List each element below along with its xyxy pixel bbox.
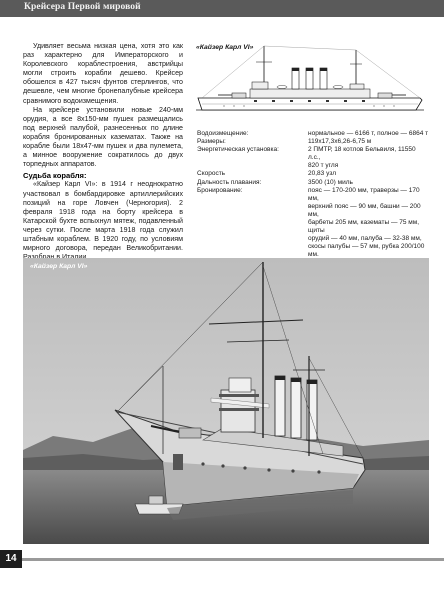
spec-value [308,179,429,187]
spec-value [308,170,429,178]
spec-row [197,187,429,260]
spec-value [308,187,429,260]
page-number: 14 [5,553,17,564]
ship-photograph [23,258,429,544]
spec-value [308,138,429,146]
running-header [0,0,444,17]
running-title: Крейсера Первой мировой [24,2,141,12]
spec-label: Скорость [197,170,226,178]
spec-label: Бронирование: [197,186,243,194]
spec-row [197,170,429,178]
spec-value-line: верхний пояс — 90 мм, башни — 200 мм, [308,202,421,218]
spec-value-line: 20,83 узл [308,170,337,178]
spec-row [197,179,429,187]
spec-value-line: орудий — 40 мм, палуба — 32-38 мм, [308,235,422,243]
drawing-caption: «Кайзер Карл VI» [196,44,254,51]
spec-label: Дальность плавания: [197,178,262,186]
spec-row [197,130,429,138]
fate-heading: Судьба корабля: [23,171,87,181]
spec-label: Водоизмещение: [197,130,249,137]
spec-value-line: 2 ПМТР, 18 котлов Бельвиля, 11550 л.с., [308,146,416,162]
photo-caption: «Кайзер Карл VI» [30,263,88,270]
spec-value-line: нормальное — 6166 т, полное — 6864 т [308,130,429,137]
spec-value [308,130,429,138]
body-paragraph: Удивляет весьма низкая цена, хотя это как раз характерно для Императорского и Королевского кораблестроения, австрийцы могли строить корабли дешево. Крейсер обошелся в 427 тысяч фунтов стерлингов, что дешевле, чем многие бронепалубные крейсера сравнимого водоизмещения. [23,42,183,105]
ship-profile-drawing [194,42,426,126]
spec-label: Энергетическая установка: [197,146,279,154]
page-number-box [0,550,22,568]
spec-label: Размеры: [197,138,226,146]
ship-profile-svg [194,42,426,126]
spec-value-line: 119х17,3х6,26-6,75 м [308,138,372,146]
spec-value [308,146,429,170]
footer-strip [22,558,444,561]
fate-text: «Кайзер Карл VI»: в 1914 г неоднократно участвовал в бомбардировке артиллерийских позиций на горе Ловчен (Черногория). 2 февраля 1918 года на борту крейсера в Катарской бухте вспыхнул мятеж, подавленный через сутки. После марта 1918 года служил штабным кораблем. В 1920 году, по условиям мирного договора, передан Великобритании. [23,180,183,253]
photo-svg [23,258,429,544]
spec-row [197,138,429,146]
body-paragraph: На крейсере установили новые 240-мм орудия, а все 8х150-мм пушек размещались под верхней палубой, разнесенных по длине корабля бронированных казематах. Также на корабле были 18х47-мм пушек и два пулемета, а минное вооружение сократилось до двух торпедных аппаратов. [23,105,183,169]
spec-value-line: 820 т угля [308,162,339,170]
body-text-column [23,42,183,262]
spec-value-line: 3500 (10) миль [308,178,353,186]
spec-value-line: скосы палубы — 57 мм, рубка 200/100 мм. [308,243,425,259]
spec-value-line: барбеты 205 мм, казематы — 75 мм, щиты [308,219,420,235]
spec-value-line: пояс — 170-200 мм, траверзы — 170 мм, [308,186,420,202]
spec-row [197,146,429,170]
